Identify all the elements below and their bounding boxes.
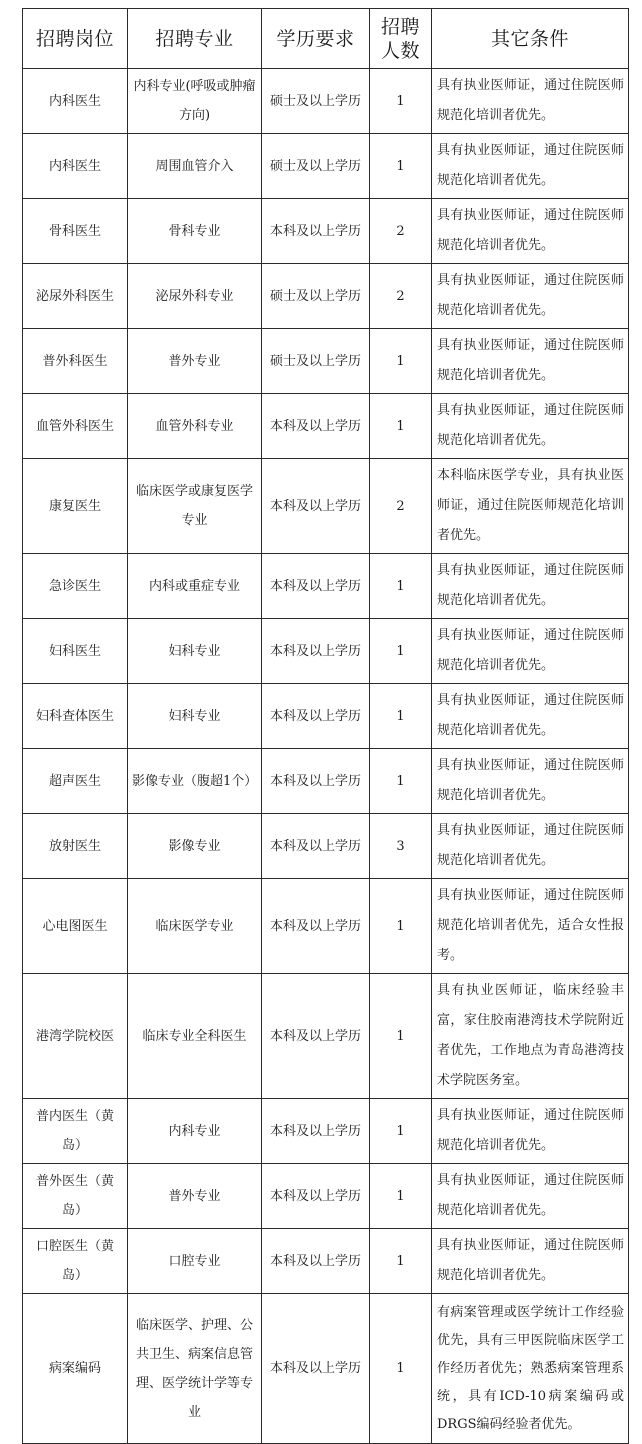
conditions-cell: 具有执业医师证，临床经验丰富，家住胶南港湾技术学院附近者优先，工作地点为青岛港湾技术学院医务室。 <box>432 974 629 1099</box>
education-cell: 硕士及以上学历 <box>262 134 370 199</box>
conditions-cell: 具有执业医师证，通过住院医师规范化培训者优先。 <box>432 1099 629 1164</box>
table-row <box>23 1099 629 1164</box>
position-cell: 内科医生 <box>23 69 128 134</box>
count-cell: 2 <box>370 459 432 554</box>
major-cell: 口腔专业 <box>128 1229 262 1294</box>
count-cell: 1 <box>370 619 432 684</box>
count-cell: 1 <box>370 134 432 199</box>
table-row <box>23 619 629 684</box>
table-row <box>23 459 629 554</box>
education-cell: 本科及以上学历 <box>262 619 370 684</box>
position-cell: 血管外科医生 <box>23 394 128 459</box>
conditions-cell: 本科临床医学专业，具有执业医师证，通过住院医师规范化培训者优先。 <box>432 459 629 554</box>
position-cell: 骨科医生 <box>23 199 128 264</box>
major-cell: 内科或重症专业 <box>128 554 262 619</box>
table-row <box>23 814 629 879</box>
conditions-cell: 具有执业医师证，通过住院医师规范化培训者优先。 <box>432 684 629 749</box>
conditions-cell: 具有执业医师证，通过住院医师规范化培训者优先。 <box>432 1164 629 1229</box>
education-cell: 本科及以上学历 <box>262 879 370 974</box>
table-row <box>23 879 629 974</box>
header-major: 招聘专业 <box>128 9 262 69</box>
conditions-cell: 具有执业医师证，通过住院医师规范化培训者优先。 <box>432 199 629 264</box>
table-row <box>23 264 629 329</box>
education-cell: 本科及以上学历 <box>262 1294 370 1444</box>
table-row <box>23 1229 629 1294</box>
position-cell: 口腔医生（黄岛） <box>23 1229 128 1294</box>
count-cell: 1 <box>370 1229 432 1294</box>
major-cell: 妇科专业 <box>128 684 262 749</box>
conditions-cell: 具有执业医师证，通过住院医师规范化培训者优先。 <box>432 329 629 394</box>
table-row <box>23 1164 629 1229</box>
education-cell: 本科及以上学历 <box>262 684 370 749</box>
major-cell: 骨科专业 <box>128 199 262 264</box>
position-cell: 泌尿外科医生 <box>23 264 128 329</box>
education-cell: 本科及以上学历 <box>262 199 370 264</box>
count-cell: 1 <box>370 1164 432 1229</box>
major-cell: 临床医学或康复医学专业 <box>128 459 262 554</box>
header-count: 招聘人数 <box>370 9 432 69</box>
position-cell: 普内医生（黄岛） <box>23 1099 128 1164</box>
table-row <box>23 974 629 1099</box>
header-row <box>23 9 629 69</box>
education-cell: 本科及以上学历 <box>262 394 370 459</box>
education-cell: 本科及以上学历 <box>262 459 370 554</box>
education-cell: 本科及以上学历 <box>262 1229 370 1294</box>
major-cell: 临床医学专业 <box>128 879 262 974</box>
education-cell: 硕士及以上学历 <box>262 264 370 329</box>
header-position: 招聘岗位 <box>23 9 128 69</box>
count-cell: 3 <box>370 814 432 879</box>
conditions-cell: 具有执业医师证，通过住院医师规范化培训者优先。 <box>432 1229 629 1294</box>
position-cell: 心电图医生 <box>23 879 128 974</box>
count-cell: 2 <box>370 264 432 329</box>
recruitment-table <box>22 8 629 1444</box>
table-row <box>23 69 629 134</box>
position-cell: 妇科医生 <box>23 619 128 684</box>
conditions-cell: 有病案管理或医学统计工作经验优先，具有三甲医院临床医学工作经历者优先；熟悉病案管理系统，具有ICD-10病案编码或DRGS编码经验者优先。 <box>432 1294 629 1444</box>
count-cell: 2 <box>370 199 432 264</box>
table-row <box>23 199 629 264</box>
position-cell: 内科医生 <box>23 134 128 199</box>
table-header <box>23 9 629 69</box>
table-row <box>23 329 629 394</box>
conditions-cell: 具有执业医师证，通过住院医师规范化培训者优先。 <box>432 134 629 199</box>
count-cell: 1 <box>370 394 432 459</box>
position-cell: 康复医生 <box>23 459 128 554</box>
position-cell: 普外科医生 <box>23 329 128 394</box>
major-cell: 内科专业 <box>128 1099 262 1164</box>
major-cell: 妇科专业 <box>128 619 262 684</box>
conditions-cell: 具有执业医师证，通过住院医师规范化培训者优先。 <box>432 394 629 459</box>
conditions-cell: 具有执业医师证，通过住院医师规范化培训者优先，适合女性报考。 <box>432 879 629 974</box>
position-cell: 超声医生 <box>23 749 128 814</box>
major-cell: 影像专业（腹超1个） <box>128 749 262 814</box>
education-cell: 本科及以上学历 <box>262 749 370 814</box>
table-row <box>23 684 629 749</box>
header-education: 学历要求 <box>262 9 370 69</box>
position-cell: 病案编码 <box>23 1294 128 1444</box>
education-cell: 本科及以上学历 <box>262 1164 370 1229</box>
count-cell: 1 <box>370 69 432 134</box>
education-cell: 硕士及以上学历 <box>262 329 370 394</box>
conditions-cell: 具有执业医师证，通过住院医师规范化培训者优先。 <box>432 814 629 879</box>
position-cell: 妇科查体医生 <box>23 684 128 749</box>
table-body <box>23 69 629 1444</box>
table-row <box>23 394 629 459</box>
major-cell: 临床专业全科医生 <box>128 974 262 1099</box>
header-conditions: 其它条件 <box>432 9 629 69</box>
education-cell: 本科及以上学历 <box>262 974 370 1099</box>
conditions-cell: 具有执业医师证，通过住院医师规范化培训者优先。 <box>432 264 629 329</box>
major-cell: 泌尿外科专业 <box>128 264 262 329</box>
major-cell: 周围血管介入 <box>128 134 262 199</box>
education-cell: 本科及以上学历 <box>262 1099 370 1164</box>
conditions-cell: 具有执业医师证，通过住院医师规范化培训者优先。 <box>432 554 629 619</box>
count-cell: 1 <box>370 974 432 1099</box>
conditions-cell: 具有执业医师证，通过住院医师规范化培训者优先。 <box>432 619 629 684</box>
position-cell: 急诊医生 <box>23 554 128 619</box>
major-cell: 临床医学、护理、公共卫生、病案信息管理、医学统计学等专业 <box>128 1294 262 1444</box>
count-cell: 1 <box>370 554 432 619</box>
position-cell: 普外医生（黄岛） <box>23 1164 128 1229</box>
position-cell: 港湾学院校医 <box>23 974 128 1099</box>
major-cell: 普外专业 <box>128 1164 262 1229</box>
major-cell: 影像专业 <box>128 814 262 879</box>
table-row <box>23 1294 629 1444</box>
conditions-cell: 具有执业医师证，通过住院医师规范化培训者优先。 <box>432 69 629 134</box>
count-cell: 1 <box>370 1099 432 1164</box>
education-cell: 本科及以上学历 <box>262 814 370 879</box>
major-cell: 普外专业 <box>128 329 262 394</box>
count-cell: 1 <box>370 1294 432 1444</box>
position-cell: 放射医生 <box>23 814 128 879</box>
major-cell: 内科专业(呼吸或肿瘤方向) <box>128 69 262 134</box>
conditions-cell: 具有执业医师证，通过住院医师规范化培训者优先。 <box>432 749 629 814</box>
count-cell: 1 <box>370 684 432 749</box>
count-cell: 1 <box>370 879 432 974</box>
education-cell: 本科及以上学历 <box>262 554 370 619</box>
table-row <box>23 554 629 619</box>
count-cell: 1 <box>370 329 432 394</box>
education-cell: 硕士及以上学历 <box>262 69 370 134</box>
table-row <box>23 749 629 814</box>
count-cell: 1 <box>370 749 432 814</box>
table-row <box>23 134 629 199</box>
major-cell: 血管外科专业 <box>128 394 262 459</box>
